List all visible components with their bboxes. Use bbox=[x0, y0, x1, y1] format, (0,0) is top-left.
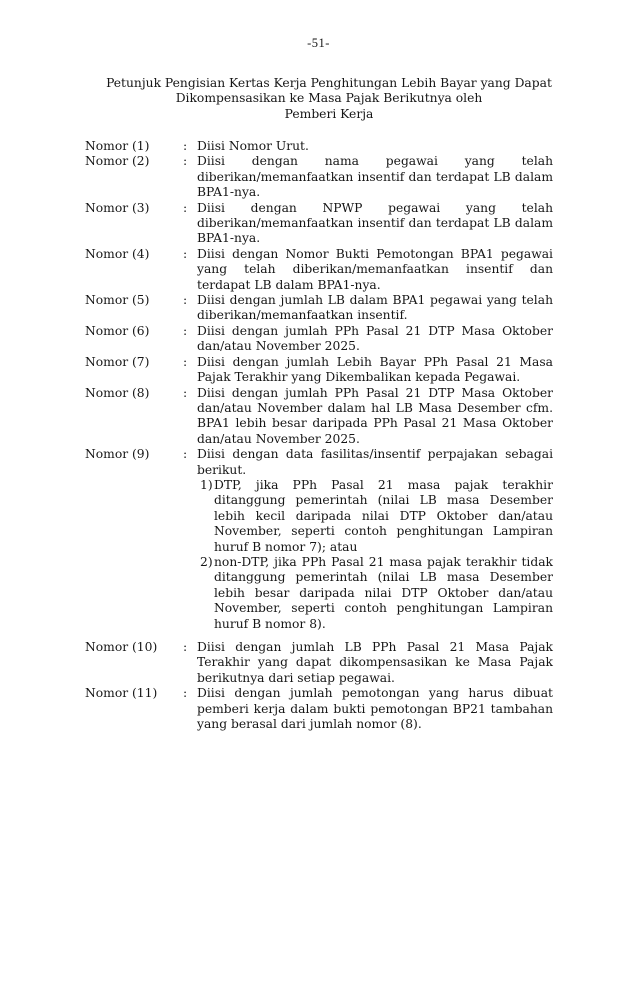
entry-label: Nomor (7) bbox=[85, 354, 150, 369]
entry-text: Diisi dengan jumlah pemotongan yang harus dibuat pemberi kerja dalam bukti pemotongan BP21 tambahan yang berasal dari jumlah nomor (8). bbox=[197, 686, 553, 732]
entry-text: Diisi dengan Nomor Bukti Pemotongan BPA1 pegawai yang telah diberikan/memanfaatkan insentif dan terdapat LB dalam BPA1-nya. bbox=[197, 246, 553, 292]
document-title bbox=[104, 76, 554, 122]
instruction-row-1 bbox=[85, 139, 553, 154]
entry-label: Nomor (8) bbox=[85, 385, 150, 400]
entry-label: Nomor (1) bbox=[85, 139, 150, 153]
colon-separator: : bbox=[183, 139, 188, 153]
instruction-list bbox=[85, 139, 553, 732]
title-line-3: Pemberi Kerja bbox=[284, 106, 374, 121]
entry-text: Diisi dengan NPWP pegawai yang telah diberikan/memanfaatkan insentif dan terdapat LB dalam BPA1-nya. bbox=[197, 200, 553, 246]
entry-label: Nomor (10) bbox=[85, 640, 158, 654]
colon-separator: : bbox=[183, 640, 188, 654]
instruction-row-2 bbox=[85, 154, 553, 200]
colon-separator: : bbox=[183, 154, 188, 169]
entry-label: Nomor (5) bbox=[85, 293, 150, 308]
instruction-row-7 bbox=[85, 355, 553, 386]
page-number: -51- bbox=[307, 36, 330, 50]
colon-separator: : bbox=[183, 686, 188, 701]
entry-label: Nomor (2) bbox=[85, 154, 150, 169]
entry-text: Diisi dengan jumlah PPh Pasal 21 DTP Masa Oktober dan/atau November 2025. bbox=[197, 323, 553, 354]
subitem-text: DTP, jika PPh Pasal 21 masa pajak terakhir ditanggung pemerintah (nilai LB masa Desember lebih kecil daripada nilai DTP Oktober dan/atau November, seperti contoh penghitungan Lampiran huruf B nomor 7); atau bbox=[214, 477, 553, 554]
colon-separator: : bbox=[183, 200, 188, 215]
colon-separator: : bbox=[183, 447, 188, 462]
entry-text: Diisi dengan data fasilitas/insentif perpajakan sebagai berikut. bbox=[197, 447, 553, 477]
subitem-marker: 2) bbox=[200, 554, 213, 569]
entry-label: Nomor (3) bbox=[85, 200, 150, 215]
instruction-row-11 bbox=[85, 686, 553, 732]
instruction-row-3 bbox=[85, 201, 553, 247]
title-line-1: Petunjuk Pengisian Kertas Kerja Penghitungan Lebih Bayar yang Dapat bbox=[106, 76, 552, 90]
entry-label: Nomor (9) bbox=[85, 447, 150, 462]
entry-label: Nomor (6) bbox=[85, 323, 150, 338]
subitem-list bbox=[197, 478, 553, 632]
entry-text: Diisi dengan jumlah PPh Pasal 21 DTP Masa Oktober dan/atau November dalam hal LB Masa Desember cfm. BPA1 lebih besar daripada PPh Pasal 21 Masa Oktober dan/atau November 2025. bbox=[197, 385, 553, 446]
entry-text: Diisi Nomor Urut. bbox=[197, 139, 309, 153]
colon-separator: : bbox=[183, 323, 188, 338]
instruction-row-6 bbox=[85, 324, 553, 355]
subitem-text: non-DTP, jika PPh Pasal 21 masa pajak terakhir tidak ditanggung pemerintah (nilai LB masa Desember lebih besar daripada nilai DTP Oktober dan/atau November, seperti contoh penghitungan Lampiran huruf B nomor 8). bbox=[214, 554, 553, 631]
entry-text: Diisi dengan jumlah LB PPh Pasal 21 Masa Pajak Terakhir yang dapat dikompensasikan ke Masa Pajak berikutnya dari setiap pegawai. bbox=[197, 640, 553, 685]
instruction-row-5 bbox=[85, 293, 553, 324]
colon-separator: : bbox=[183, 354, 188, 369]
instruction-row-8 bbox=[85, 386, 553, 448]
entry-text: Diisi dengan jumlah LB dalam BPA1 pegawai yang telah diberikan/memanfaatkan insentif. bbox=[197, 293, 553, 323]
instruction-row-4 bbox=[85, 247, 553, 293]
entry-label: Nomor (4) bbox=[85, 246, 150, 261]
instruction-row-9 bbox=[85, 447, 553, 632]
colon-separator: : bbox=[183, 385, 188, 400]
instruction-row-10 bbox=[85, 640, 553, 686]
entry-label: Nomor (11) bbox=[85, 686, 158, 701]
colon-separator: : bbox=[183, 246, 188, 261]
colon-separator: : bbox=[183, 293, 188, 308]
subitem-1 bbox=[200, 478, 553, 555]
title-line-2: Dikompensasikan ke Masa Pajak Berikutnya oleh bbox=[175, 91, 483, 106]
subitem-2 bbox=[200, 555, 553, 632]
subitem-marker: 1) bbox=[200, 477, 213, 492]
entry-text: Diisi dengan jumlah Lebih Bayar PPh Pasal 21 Masa Pajak Terakhir yang Dikembalikan kepada Pegawai. bbox=[197, 354, 553, 385]
entry-text: Diisi dengan nama pegawai yang telah diberikan/memanfaatkan insentif dan terdapat LB dalam BPA1-nya. bbox=[197, 154, 553, 200]
